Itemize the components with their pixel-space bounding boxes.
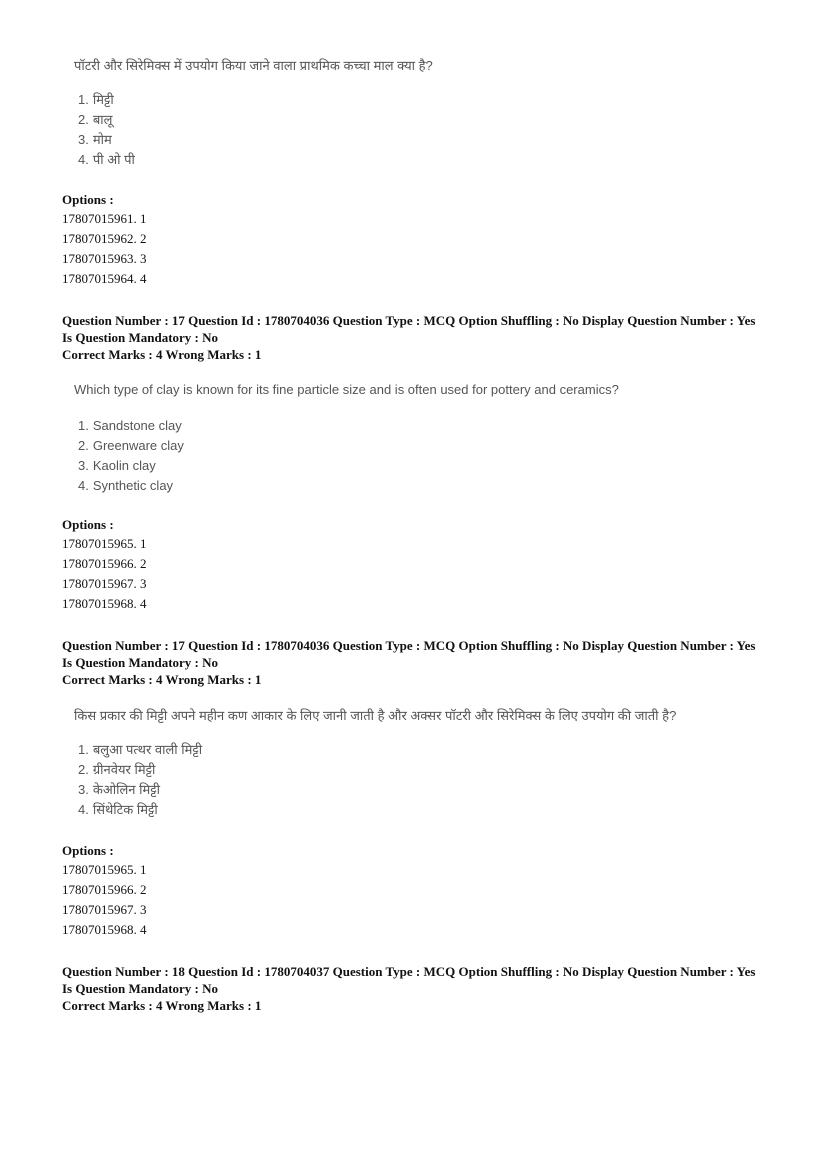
question-image-hindi-clay (74, 56, 774, 176)
option-row: 17807015961. 1 (62, 211, 147, 226)
option-row: 17807015966. 2 (62, 556, 147, 571)
question-meta (62, 312, 755, 363)
question-meta-line: Question Number : 18 Question Id : 1780704037 Question Type : MCQ Option Shuffling : No Display Question Number : Yes (62, 964, 756, 979)
question-meta (62, 963, 755, 1014)
question-meta (62, 637, 755, 688)
question-mandatory-line: Is Question Mandatory : No (62, 981, 219, 996)
question-text: Which type of clay is known for its fine particle size and is often used for pottery and ceramics? (74, 382, 619, 397)
option-row: 17807015964. 4 (62, 271, 147, 286)
choice-item: 4. पी ओ पी (78, 152, 135, 167)
choice-item: 3. मोम (78, 132, 112, 147)
choice-list (78, 416, 184, 496)
option-row: 17807015968. 4 (62, 922, 147, 937)
options-heading: Options : (62, 192, 114, 207)
option-row: 17807015963. 3 (62, 251, 147, 266)
options-heading: Options : (62, 517, 114, 532)
marks-line: Correct Marks : 4 Wrong Marks : 1 (62, 672, 262, 687)
option-row: 17807015962. 2 (62, 231, 147, 246)
question-mandatory-line: Is Question Mandatory : No (62, 655, 219, 670)
option-row: 17807015967. 3 (62, 576, 147, 591)
options-heading: Options : (62, 843, 114, 858)
question-image-english-clay (74, 382, 774, 502)
choice-item: 1. मिट्टी (78, 92, 114, 107)
options-block (62, 842, 147, 940)
choice-item: 2. Greenware clay (78, 438, 184, 453)
question-meta-line: Question Number : 17 Question Id : 1780704036 Question Type : MCQ Option Shuffling : No Display Question Number : Yes (62, 313, 756, 328)
options-block (62, 516, 147, 614)
choice-list (78, 90, 135, 170)
option-row: 17807015968. 4 (62, 596, 147, 611)
options-block (62, 191, 147, 289)
choice-item: 4. सिंथेटिक मिट्टी (78, 802, 158, 817)
question-mandatory-line: Is Question Mandatory : No (62, 330, 219, 345)
option-row: 17807015965. 1 (62, 862, 147, 877)
question-text: किस प्रकार की मिट्टी अपने महीन कण आकार के लिए जानी जाती है और अक्सर पॉटरी और सिरेमिक्स के लिए उपयोग की जाती है? (74, 708, 677, 723)
choice-item: 3. केओलिन मिट्टी (78, 782, 160, 797)
choice-item: 2. बालू (78, 112, 113, 127)
option-row: 17807015965. 1 (62, 536, 147, 551)
question-image-hindi-fine-clay (74, 706, 774, 826)
choice-item: 1. बलुआ पत्थर वाली मिट्टी (78, 742, 203, 757)
choice-item: 4. Synthetic clay (78, 478, 174, 493)
question-text: पॉटरी और सिरेमिक्स में उपयोग किया जाने वाला प्राथमिक कच्चा माल क्या है? (74, 58, 433, 73)
option-row: 17807015966. 2 (62, 882, 147, 897)
choice-item: 3. Kaolin clay (78, 458, 156, 473)
choice-list (78, 740, 202, 820)
choice-item: 1. Sandstone clay (78, 418, 182, 433)
choice-item: 2. ग्रीनवेयर मिट्टी (78, 762, 156, 777)
question-meta-line: Question Number : 17 Question Id : 1780704036 Question Type : MCQ Option Shuffling : No Display Question Number : Yes (62, 638, 756, 653)
marks-line: Correct Marks : 4 Wrong Marks : 1 (62, 347, 262, 362)
option-row: 17807015967. 3 (62, 902, 147, 917)
marks-line: Correct Marks : 4 Wrong Marks : 1 (62, 998, 262, 1013)
